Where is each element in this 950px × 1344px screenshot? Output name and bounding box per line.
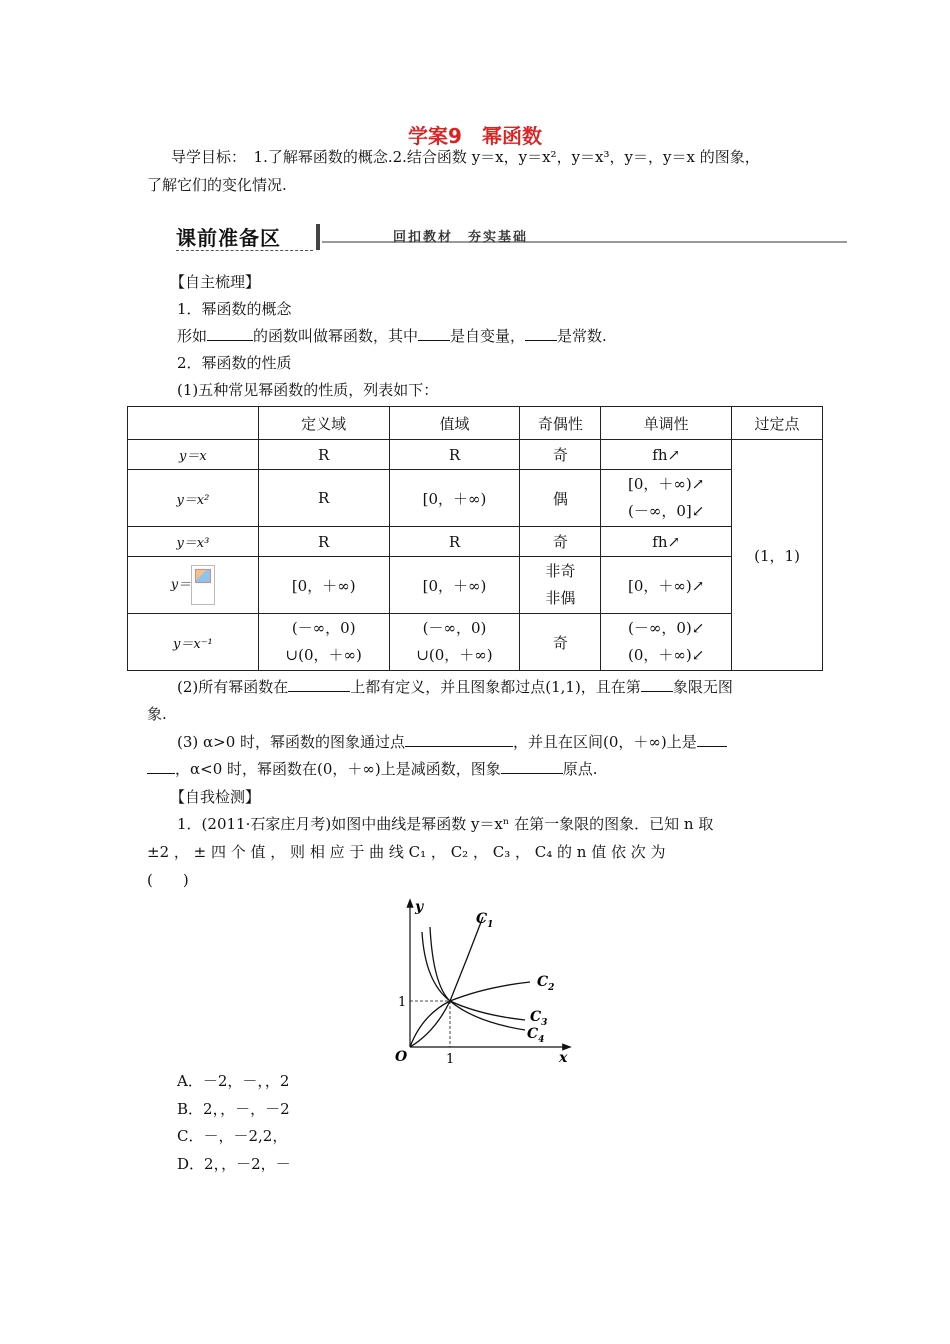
mono-cell [601, 614, 732, 671]
blank [147, 759, 175, 774]
fn-cell: y＝x [128, 440, 259, 470]
curve-c4 [430, 927, 525, 1030]
table-row [128, 440, 823, 470]
blank [405, 732, 513, 747]
p3-b: ，并且在区间(0，＋∞)上是 [513, 733, 697, 751]
broken-image-icon [191, 565, 215, 605]
fixed-point-cell: (1，1) [732, 440, 823, 671]
power-function-table [127, 406, 823, 671]
mono-line: [0，＋∞)↗ [628, 475, 705, 493]
banner-title: 课前准备区 [176, 226, 281, 250]
domain-line: (－∞，0) [291, 619, 356, 637]
p3-a: (3) α>0 时，幂函数的图象通过点 [177, 733, 406, 751]
item1-text-d: 是常数. [557, 327, 607, 345]
parity-cell: 偶 [520, 470, 601, 527]
p2-c: 象限无图 [672, 678, 733, 696]
question-1-line2: ±2 ， ± 四 个 值 ， 则 相 应 于 曲 线 C₁ ， C₂ ， C₃ ， C₄ 的 n 值 依 次 为 [147, 843, 666, 861]
range-line: (－∞，0) [422, 619, 487, 637]
c4-label: $C_4$ [527, 1026, 545, 1045]
domain-cell: [0，＋∞) [258, 557, 389, 614]
blank [697, 732, 727, 747]
objective-line1: 1.了解幂函数的概念.2.结合函数 y＝x，y＝x²，y＝x³，y＝，y＝x 的图象， [253, 148, 760, 166]
range-cell: [0，＋∞) [389, 470, 520, 527]
fn-cell [128, 557, 259, 614]
range-cell [389, 614, 520, 671]
property-3-cont [147, 755, 817, 783]
item1-text-a: 形如 [177, 327, 208, 345]
p3-c: ，α<0 时，幂函数在(0，＋∞)上是减函数，图象 [175, 760, 501, 778]
blank [641, 677, 673, 692]
fn-cell: y＝x² [128, 470, 259, 527]
option-d[interactable]: D．2，，－2，－ [177, 1155, 291, 1173]
banner-subtitle: 回扣教材 夯实基础 [393, 230, 529, 245]
blank [207, 326, 253, 341]
y-axis-label: y [415, 899, 424, 915]
fn-label: y＝ [170, 577, 192, 593]
table-row [128, 470, 823, 527]
heading-self-review: 【自主梳理】 [170, 273, 261, 291]
domain-cell: R [258, 527, 389, 557]
c3-label: $C_3$ [530, 1009, 548, 1028]
objective-line2: 了解它们的变化情况. [147, 176, 287, 194]
table-row [128, 527, 823, 557]
table-row [128, 614, 823, 671]
banner-divider [316, 224, 320, 250]
domain-cell: R [258, 440, 389, 470]
domain-cell: R [258, 470, 389, 527]
header-cell: 值域 [389, 407, 520, 440]
header-cell: 定义域 [258, 407, 389, 440]
property-2-end: 象. [147, 705, 167, 723]
mono-line: (0，＋∞)↙ [628, 646, 705, 664]
item1-title: 1．幂函数的概念 [177, 300, 292, 318]
power-function-graph [375, 897, 575, 1072]
curve-c1 [410, 917, 483, 1047]
range-cell: R [389, 440, 520, 470]
option-c[interactable]: C．－，－2,2， [177, 1127, 288, 1145]
p2-a: (2)所有幂函数在 [177, 678, 289, 696]
property-3 [177, 728, 817, 756]
header-cell [128, 407, 259, 440]
mono-cell [601, 470, 732, 527]
table-header-row [128, 407, 823, 440]
mono-cell: fh↗ [601, 527, 732, 557]
item1-text-b: 的函数叫做幂函数，其中 [253, 327, 419, 345]
item1-text-c: 是自变量， [450, 327, 526, 345]
header-cell: 单调性 [601, 407, 732, 440]
blank [288, 677, 350, 692]
parity-cell: 奇 [520, 440, 601, 470]
x-axis-label: x [559, 1050, 568, 1066]
fn-cell: y＝x⁻¹ [128, 614, 259, 671]
objective-label: 导学目标： [171, 148, 239, 166]
mono-line: (－∞，0)↙ [628, 619, 705, 637]
mono-line: (－∞，0]↙ [628, 502, 705, 520]
range-line: ∪(0，＋∞) [416, 646, 493, 664]
domain-cell [258, 614, 389, 671]
question-1-line3: ( ) [147, 871, 189, 889]
blank [501, 759, 563, 774]
banner-underline [176, 250, 313, 251]
x-one-label: 1 [446, 1052, 455, 1067]
parity-cell [520, 557, 601, 614]
c2-label: $C_2$ [537, 974, 555, 993]
table-row [128, 557, 823, 614]
c1-label: $C_1$ [476, 911, 494, 930]
fn-cell: y＝x³ [128, 527, 259, 557]
blank [418, 326, 450, 341]
domain-line: ∪(0，＋∞) [285, 646, 362, 664]
p3-d: 原点. [562, 760, 598, 778]
item2-title: 2．幂函数的性质 [177, 354, 292, 372]
y-one-label: 1 [398, 995, 407, 1010]
heading-self-check: 【自我检测】 [170, 788, 261, 806]
header-cell: 过定点 [732, 407, 823, 440]
option-a[interactable]: A．－2，－，，2 [177, 1072, 290, 1090]
question-1-line1: 1．(2011·石家庄月考)如图中曲线是幂函数 y＝xⁿ 在第一象限的图象．已知 n 取 [177, 815, 714, 833]
parity-cell: 奇 [520, 527, 601, 557]
parity-cell: 奇 [520, 614, 601, 671]
objective [147, 143, 817, 171]
section-banner [176, 222, 313, 252]
page-title: 学案9 幂函数 [408, 124, 542, 148]
mono-cell: fh↗ [601, 440, 732, 470]
item1-text [177, 322, 847, 350]
parity-line: 非偶 [545, 589, 576, 607]
mono-cell: [0，＋∞)↗ [601, 557, 732, 614]
range-cell: [0，＋∞) [389, 557, 520, 614]
p2-b: 上都有定义，并且图象都过点(1,1)，且在第 [350, 678, 641, 696]
property-2 [177, 673, 817, 701]
blank [525, 326, 557, 341]
header-cell: 奇偶性 [520, 407, 601, 440]
option-b[interactable]: B．2，，－，－2 [177, 1100, 290, 1118]
range-cell: R [389, 527, 520, 557]
item2-sub1: (1)五种常见幂函数的性质，列表如下： [177, 381, 439, 399]
parity-line: 非奇 [545, 562, 576, 580]
origin-label: O [395, 1049, 408, 1065]
